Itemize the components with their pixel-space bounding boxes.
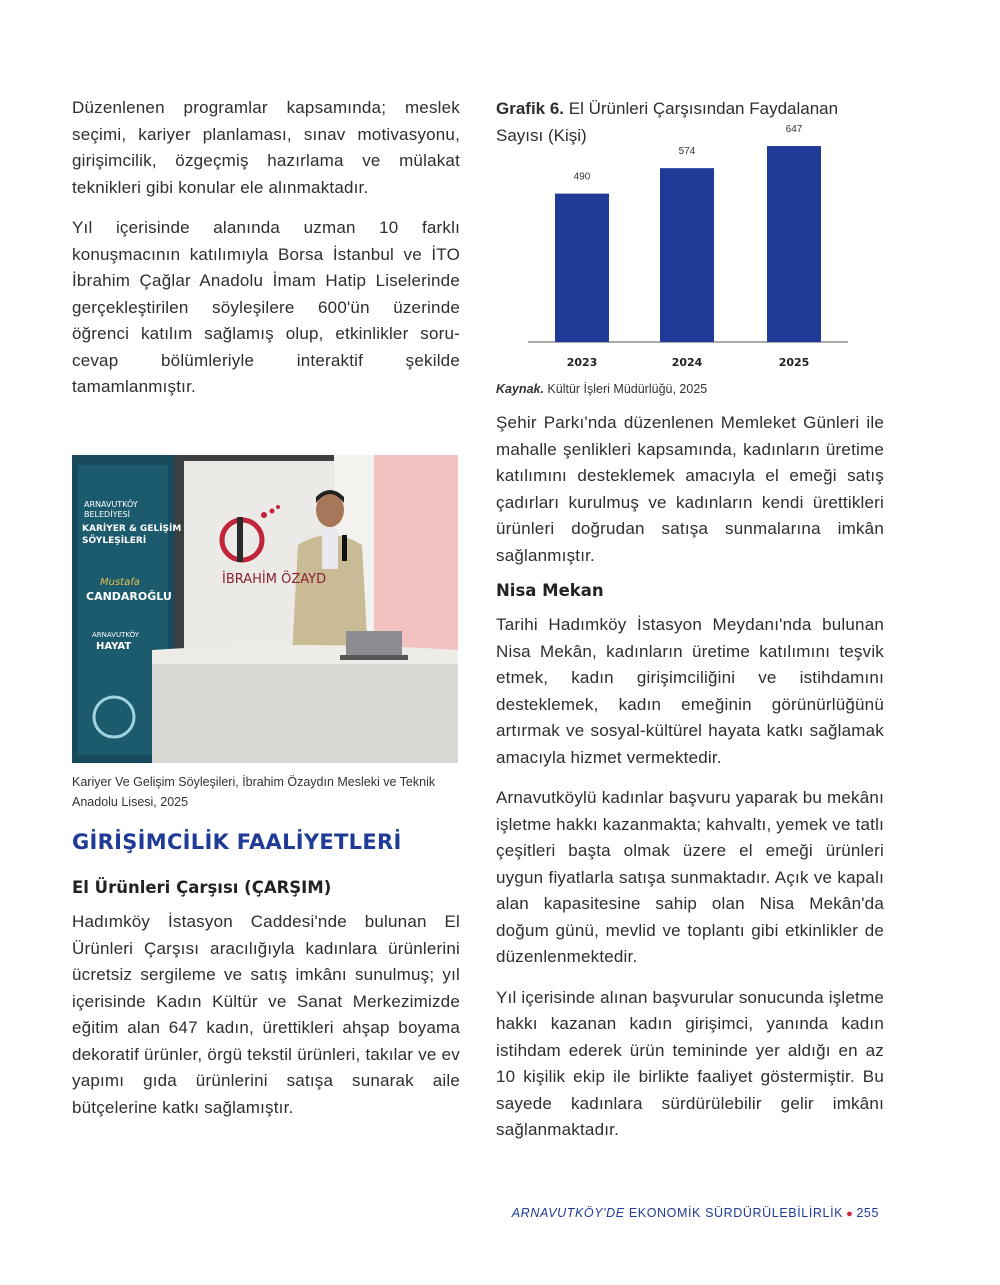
photo-caption: Kariyer Ve Gelişim Söyleşileri, İbrahim Özaydın Mesleki ve Teknik Anadolu Lisesi, 2025: [72, 775, 436, 809]
chart-source-text: Kültür İşleri Müdürlüğü, 2025: [543, 382, 708, 396]
banner-text-7: ARNAVUTKÖY: [92, 631, 140, 639]
value-label-2024: 574: [678, 146, 696, 158]
value-label-2023: 490: [573, 171, 591, 183]
right-paragraph-3: Arnavutköylü kadınlar başvuru yaparak bu mekânı işletme hakkı kazanmakta; kahvaltı, yemek ve tatlı çeşitleri başta olmak üzere el emeği ürünleri uygun fiyatlarla satışa sunmaktadır. Açık ve kapalı alan kapasitesine sahip olan Nisa Mekân'da doğum günü, mevlid ve toplantı gibi etkinlikler de düzenlenmektedir.: [496, 788, 884, 966]
banner-text-4: SÖYLEŞİLERİ: [82, 536, 147, 546]
left-paragraph-2: Yıl içerisinde alanında uzman 10 farklı konuşmacının katılımıyla Borsa İstanbul ve İTO İbrahim Çağlar Anadolu İmam Hatip Liselerinde gerçekleştirilen söyleşilere 600'ün üzerinde öğrenci katılım sağlamış olup, etkinlikler soru-cevap bölümleriyle interaktif şekilde tamamlanmıştır.: [72, 218, 460, 396]
event-photo-illustration: [72, 455, 458, 763]
right-lower-column: [496, 378, 884, 1144]
section-title: GİRİŞİMCİLİK FAALİYETLERİ: [72, 830, 402, 854]
footer-italic: ARNAVUTKÖY'DE: [511, 1206, 625, 1220]
banner-text-3: KARİYER & GELİŞİM: [82, 524, 182, 534]
event-photo: [72, 455, 458, 763]
banner-text-5: Mustafa: [100, 577, 140, 588]
banner-name: İBRAHİM ÖZAYD: [222, 572, 327, 587]
footer-title: EKONOMİK SÜRDÜRÜLEBİLİRLİK: [624, 1206, 844, 1220]
tick-label-2024: 2024: [671, 356, 703, 369]
right-paragraph-1: Şehir Parkı'nda düzenlenen Memleket Günleri ile mahalle şenlikleri kapsamında, kadınların üretime katılımını desteklemek amacıyla el emeği satış çadırları kurulmuş ve kadınların kendi ürettikleri ürünleri doğrudan satışa sunmalarına imkân sağlanmıştır.: [496, 413, 884, 565]
left-paragraph-3: Hadımköy İstasyon Caddesi'nde bulunan El Ürünleri Çarşısı aracılığıyla kadınlara ürünlerini ücretsiz sergileme ve satış imkânı sunulmuş; yıl içerisinde Kadın Kültür ve Sanat Merkezimizde eğitim alan 647 kadın, ürettikleri ahşap boyama dekoratif ürünler, örgü tekstil ürünleri, takılar ve ev yapımı gıda ürünlerini satışa sunarak aile bütçelerine katkı sağlamıştır.: [72, 912, 460, 1117]
bar-2025: [767, 146, 821, 342]
banner-text-2: BELEDİYESİ: [84, 510, 130, 519]
bar-chart: [496, 124, 856, 370]
subsection-title-carsim: El Ürünleri Çarşısı (ÇARŞIM): [72, 878, 332, 897]
bar-2024: [660, 168, 714, 342]
right-paragraph-4: Yıl içerisinde alınan başvurular sonucunda işletme hakkı kazanan kadın girişimci, yanında kadın istihdam ederek ürün temininde yer aldığı en az 10 kişilik ekip ile birlikte faaliyet göstermiştir. Bu sayede kadınlara sürdürülebilir gelir imkânı sağlanmaktadır.: [496, 987, 884, 1139]
chart-source-label: Kaynak.: [496, 382, 544, 396]
bar-2023: [555, 194, 609, 342]
banner-text-6: CANDAROĞLU: [86, 590, 172, 603]
footer-dot-icon: ●: [846, 1208, 854, 1220]
page-number: 255: [856, 1206, 879, 1220]
banner-text-1: ARNAVUTKÖY: [84, 500, 138, 509]
right-paragraph-2: Tarihi Hadımköy İstasyon Meydanı'nda bulunan Nisa Mekân, kadınların üretime katılımını teşvik etmek, kadın girişimciliğini ve istihdamını desteklemek, kadın emeğinin görünürlüğünü artırmak ve sosyal-kültürel hayata katkı sağlamak amacıyla hizmet vermektedir.: [496, 615, 884, 767]
chart-title-number: Grafik 6.: [496, 99, 565, 118]
left-lower-column: [72, 878, 460, 1121]
banner-text-8: HAYAT: [96, 641, 132, 652]
tick-label-2025: 2025: [778, 356, 810, 369]
chart-title-text: El Ürünleri Çarşısından Faydalanan Sayısı (Kişi): [496, 99, 839, 145]
tick-label-2023: 2023: [566, 356, 598, 369]
page-footer: [512, 1206, 879, 1220]
left-paragraph-1: Düzenlenen programlar kapsamında; meslek seçimi, kariyer planlaması, sınav motivasyonu, girişimcilik, özgeçmiş hazırlama ve mülakat teknikleri gibi konular ele alınmaktadır.: [72, 98, 460, 197]
left-column: [72, 95, 460, 401]
chart-source: [496, 382, 884, 396]
value-label-2025: 647: [785, 124, 803, 136]
subsection-title-nisa: Nisa Mekan: [496, 581, 604, 600]
